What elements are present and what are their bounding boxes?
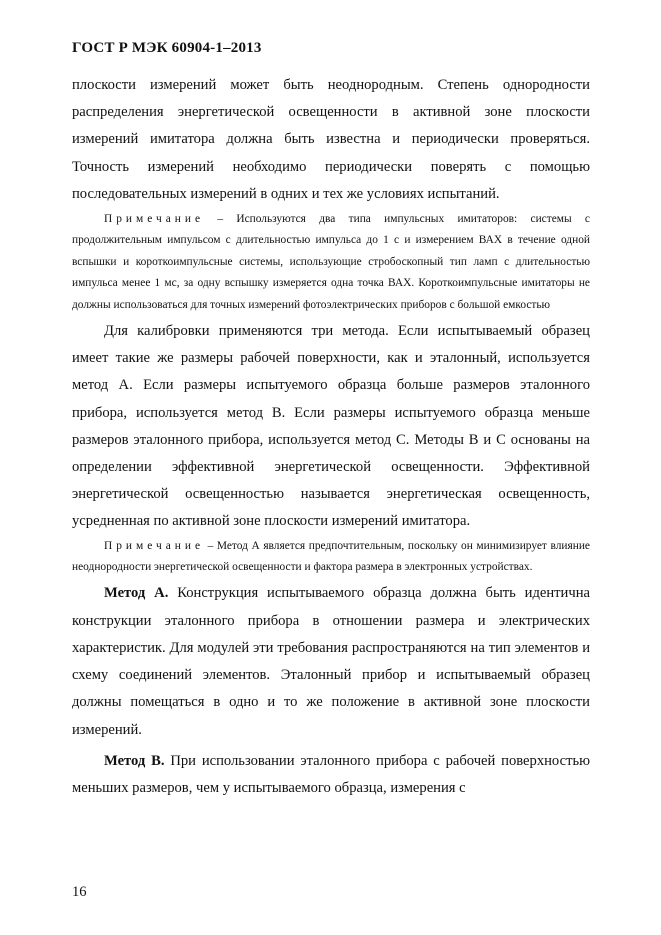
paragraph-continuation: плоскости измерений может быть неоднородным. Степень однородности распределения энергетической освещенности в активной зоне плоскости измерений имитатора должна быть известна и периодически проверяться. Точность измерений необходимо периодически поверять с помощью последовательных измерений в одних и тех же условиях испытаний. (72, 77, 590, 202)
note-label: Примечание (104, 539, 205, 552)
document-body (72, 72, 590, 802)
note-text: – Метод А является предпочтительным, поскольку он минимизирует влияние неоднородности энергетической освещенности и фактора размера в электронных устройствах. (72, 539, 590, 574)
paragraph-method-b (72, 748, 590, 802)
standard-header: ГОСТ Р МЭК 60904-1–2013 (72, 40, 262, 56)
note-label: Примечание (104, 213, 205, 226)
paragraph-method-a (72, 580, 590, 743)
note-pulse-simulators (72, 209, 590, 316)
note-text: – Используются два типа импульсных имитаторов: системы с продолжительным импульсом с длительностью импульса до 1 с и измерением ВАХ в течение одной вспышки и короткоимпульсные системы, использующие стробоскопный тип ламп с длительностью импульса менее 1 мс, за одну вспышку измеряется одна точка ВАХ. Короткоимпульсные имитаторы не должны использоваться для точных измерений фотоэлектрических приборов с большой емкостью (72, 213, 590, 311)
method-b-heading: Метод В. (104, 752, 165, 769)
paragraph-calibration-methods: Для калибровки применяются три метода. Если испытываемый образец имеет такие же размеры рабочей поверхности, как и эталонный, используется метод А. Если размеры испытуемого образца больше размеров эталонного прибора, используется метод В. Если размеры испытуемого образца меньше размеров эталонного прибора, используется метод С. Методы В и С основаны на определении эффективной энергетической освещенности. Эффективной энергетической освещенностью называется энергетическая освещенность, усредненная по активной зоне плоскости измерений имитатора. (72, 323, 590, 530)
method-a-text: Конструкция испытываемого образца должна быть идентична конструкции эталонного прибора в отношении размера и электрических характеристик. Для модулей эти требования распространяются на тип элементов и схему соединений элементов. Эталонный прибор и испытываемый образец должны помещаться в одно и то же положение в активной зоне плоскости измерений. (72, 585, 590, 738)
note-method-a (72, 536, 590, 579)
method-b-text: При использовании эталонного прибора с рабочей поверхностью меньших размеров, чем у испытываемого образца, измерения с (72, 752, 591, 796)
method-a-heading: Метод А. (104, 585, 169, 602)
page-number: 16 (72, 884, 87, 900)
